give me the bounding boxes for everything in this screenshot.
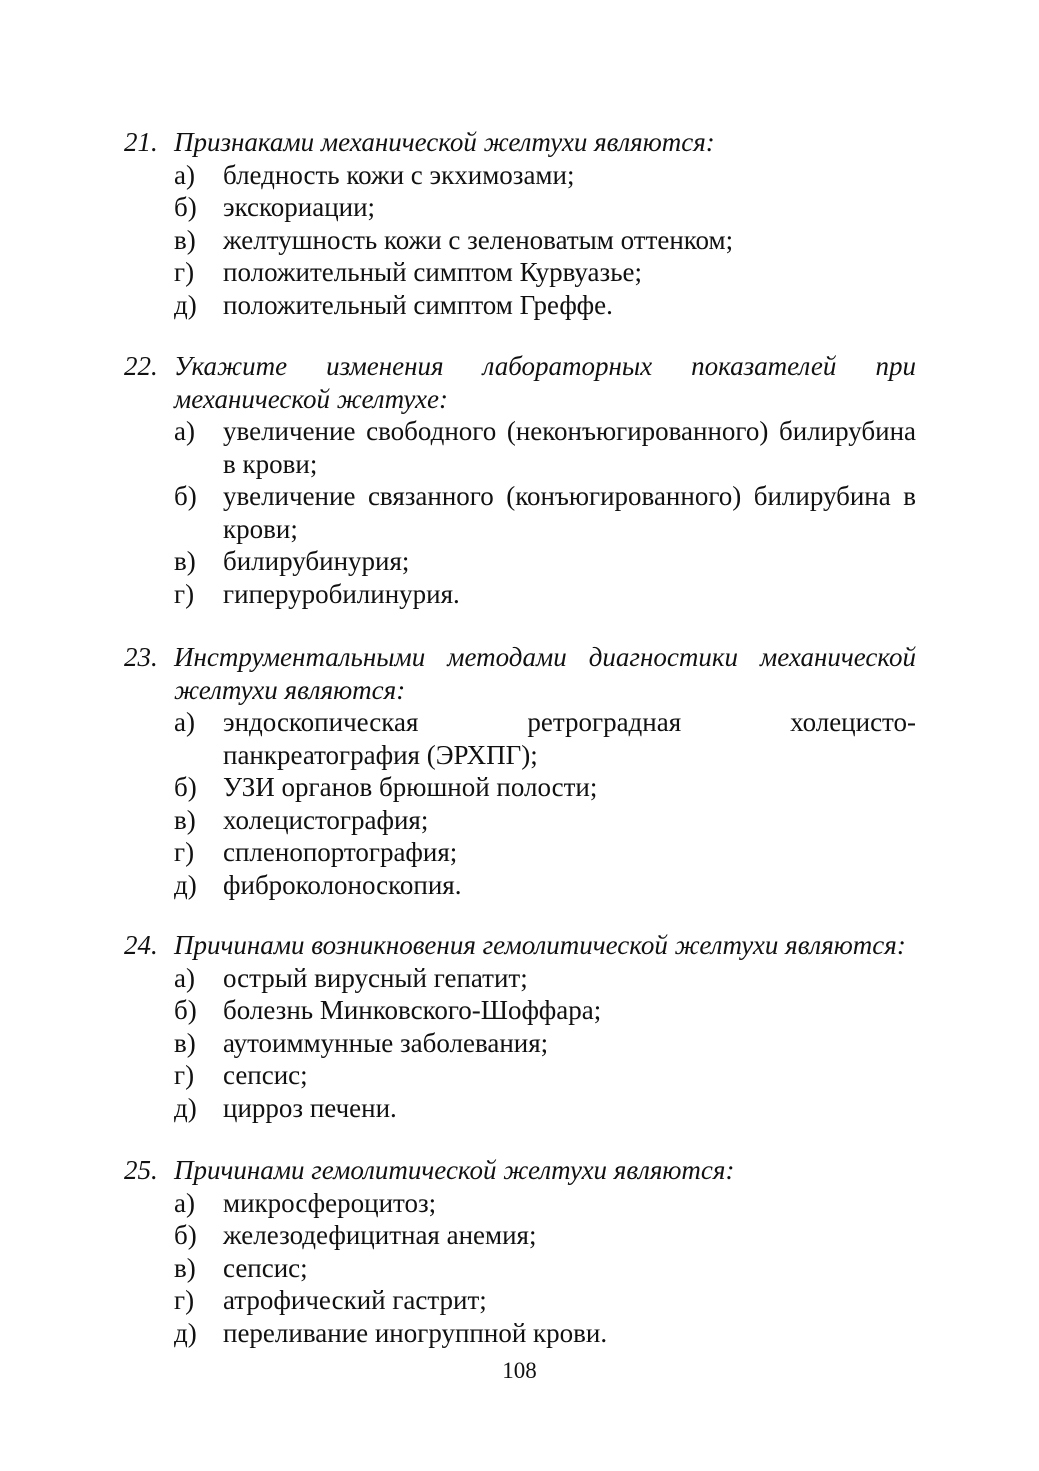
answer-option-d bbox=[174, 289, 916, 322]
option-letter: в) bbox=[174, 1252, 196, 1283]
option-letter: г) bbox=[174, 257, 195, 287]
option-letter: б) bbox=[174, 772, 197, 802]
option-text: аутоиммунные заболевания; bbox=[223, 1027, 549, 1058]
option-letter: г) bbox=[174, 1285, 195, 1315]
option-text: сепсис; bbox=[223, 1252, 308, 1283]
option-letter: д) bbox=[174, 1092, 197, 1123]
option-letter: б) bbox=[174, 1220, 197, 1250]
answer-option-g bbox=[174, 256, 916, 289]
question-24 bbox=[124, 929, 916, 1124]
question-text: Причинами гемолитической желтухи являются: bbox=[174, 1155, 735, 1185]
answer-option-a bbox=[174, 159, 916, 192]
option-text: спленопортография; bbox=[223, 837, 458, 867]
question-number: 21. bbox=[124, 127, 158, 157]
option-letter: б) bbox=[174, 995, 197, 1025]
question-number: 22. bbox=[124, 351, 158, 381]
answer-option-b bbox=[174, 191, 916, 224]
answer-option-a bbox=[174, 706, 916, 771]
answer-option-v bbox=[174, 545, 916, 578]
option-text: железодефицитная анемия; bbox=[223, 1220, 537, 1250]
option-letter: а) bbox=[174, 159, 195, 190]
question-text: Признаками механической желтухи являются: bbox=[174, 127, 715, 157]
option-letter: б) bbox=[174, 192, 197, 222]
question-header bbox=[124, 1154, 916, 1187]
option-letter: в) bbox=[174, 804, 196, 835]
option-letter: г) bbox=[174, 837, 195, 867]
question-text: Инструментальными методами диагностики механической желтухи являются: bbox=[174, 642, 916, 705]
answer-option-b bbox=[174, 994, 916, 1027]
option-letter: г) bbox=[174, 1060, 195, 1090]
option-letter: а) bbox=[174, 707, 195, 737]
question-number: 25. bbox=[124, 1155, 158, 1185]
option-text: увеличение связанного (конъюгированного) билирубина в крови; bbox=[223, 481, 916, 544]
option-text: сепсис; bbox=[223, 1060, 308, 1090]
option-letter: а) bbox=[174, 1187, 195, 1218]
answer-option-b bbox=[174, 771, 916, 804]
option-text: положительный симптом Греффе. bbox=[223, 289, 613, 320]
question-header bbox=[124, 929, 916, 962]
answer-option-a bbox=[174, 962, 916, 995]
option-letter: д) bbox=[174, 289, 197, 320]
question-header bbox=[124, 126, 916, 159]
answer-option-g bbox=[174, 1059, 916, 1092]
question-header bbox=[124, 641, 916, 706]
option-text: переливание иногруппной крови. bbox=[223, 1317, 608, 1348]
answer-option-d bbox=[174, 1092, 916, 1125]
question-text: Укажите изменения лабораторных показателей при механической желтухе: bbox=[174, 351, 916, 414]
option-letter: д) bbox=[174, 1317, 197, 1348]
option-text: экскориации; bbox=[223, 192, 376, 222]
page-number: 108 bbox=[502, 1358, 537, 1383]
option-letter: г) bbox=[174, 578, 195, 609]
answer-option-v bbox=[174, 804, 916, 837]
option-body bbox=[223, 706, 916, 771]
option-text: холецистография; bbox=[223, 804, 429, 835]
option-text: гиперуробилинурия. bbox=[223, 578, 460, 609]
option-letter: а) bbox=[174, 962, 195, 993]
question-header bbox=[124, 350, 916, 415]
question-22 bbox=[124, 350, 916, 610]
option-text: микросфероцитоз; bbox=[223, 1187, 437, 1218]
answer-option-g bbox=[174, 578, 916, 611]
option-text-line-1: эндоскопическая ретроградная холецисто- bbox=[223, 707, 916, 737]
question-text: Причинами возникновения гемолитической желтухи являются: bbox=[174, 930, 906, 960]
answer-option-v bbox=[174, 1027, 916, 1060]
option-letter: д) bbox=[174, 869, 197, 900]
answer-option-b bbox=[174, 1219, 916, 1252]
option-letter: а) bbox=[174, 416, 195, 446]
option-text-line-2: панкреатография (ЭРХПГ); bbox=[223, 739, 538, 770]
option-letter: б) bbox=[174, 481, 197, 511]
option-text: билирубинурия; bbox=[223, 546, 410, 576]
answer-option-g bbox=[174, 1284, 916, 1317]
question-25 bbox=[124, 1154, 916, 1349]
option-text: болезнь Минковского-Шоффара; bbox=[223, 995, 602, 1025]
option-text: УЗИ органов брюшной полости; bbox=[223, 772, 598, 802]
option-letter: в) bbox=[174, 224, 196, 255]
answer-option-d bbox=[174, 1317, 916, 1350]
option-text: увеличение свободного (неконъюгированного) билирубина в крови; bbox=[223, 416, 916, 479]
question-number: 24. bbox=[124, 930, 158, 960]
answer-option-a bbox=[174, 1187, 916, 1220]
option-letter: в) bbox=[174, 546, 196, 576]
option-text: фиброколоноскопия. bbox=[223, 869, 462, 900]
question-number: 23. bbox=[124, 642, 158, 672]
option-text: бледность кожи с экхимозами; bbox=[223, 159, 575, 190]
question-21 bbox=[124, 126, 916, 321]
question-23 bbox=[124, 641, 916, 901]
answer-option-b bbox=[174, 480, 916, 545]
answer-option-v bbox=[174, 224, 916, 257]
answer-option-a bbox=[174, 415, 916, 480]
option-text: положительный симптом Курвуазье; bbox=[223, 257, 642, 287]
answer-option-v bbox=[174, 1252, 916, 1285]
option-letter: в) bbox=[174, 1027, 196, 1058]
answer-option-g bbox=[174, 836, 916, 869]
option-text: цирроз печени. bbox=[223, 1092, 397, 1123]
option-text: атрофический гастрит; bbox=[223, 1285, 487, 1315]
option-text: желтушность кожи с зеленоватым оттенком; bbox=[223, 224, 734, 255]
option-text: острый вирусный гепатит; bbox=[223, 962, 528, 993]
answer-option-d bbox=[174, 869, 916, 902]
